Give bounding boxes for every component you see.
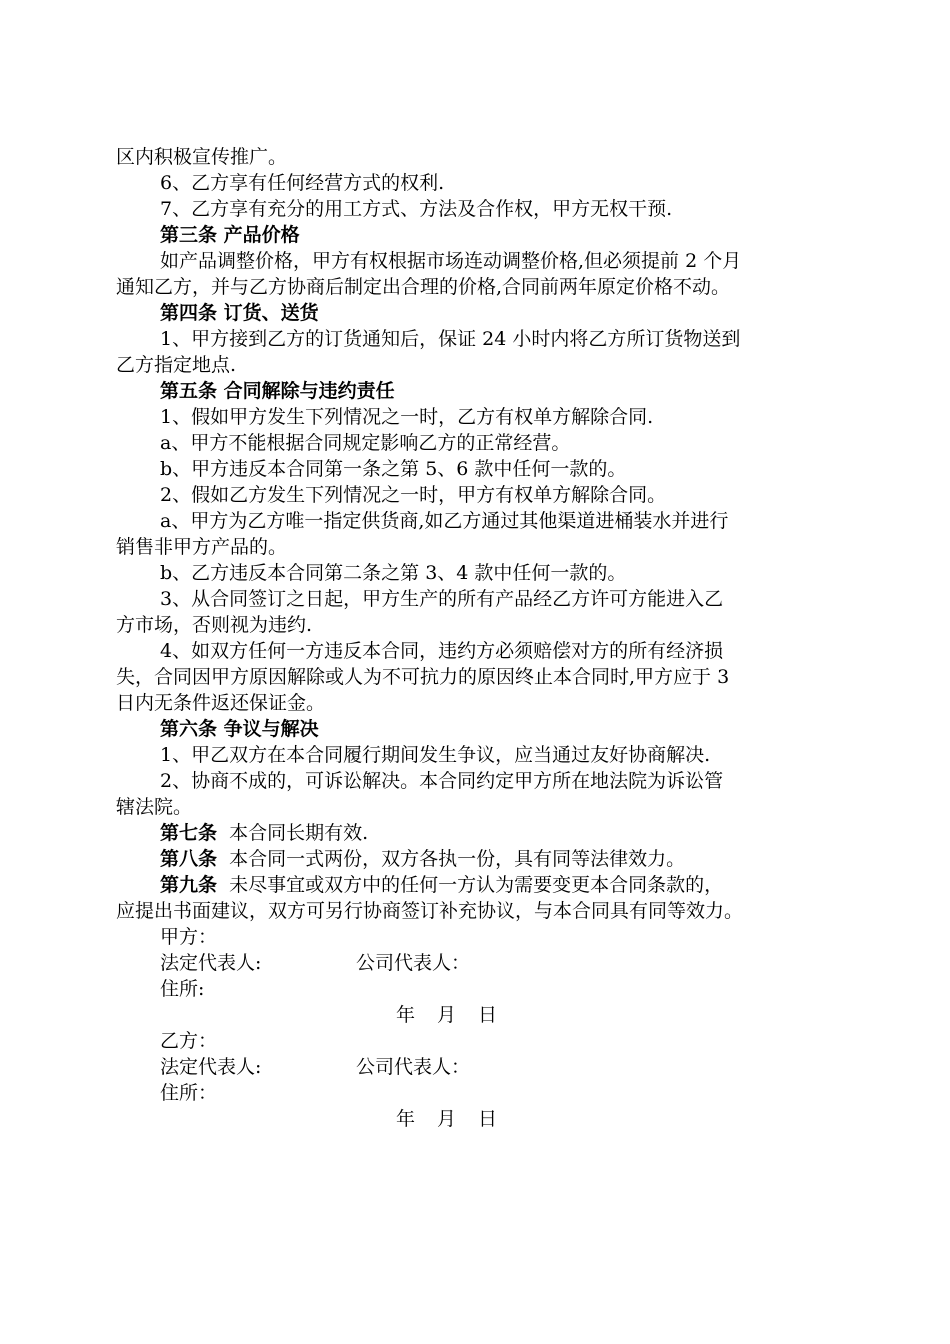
paragraph-line: 日内无条件返还保证金。	[116, 692, 326, 714]
article-7-line	[116, 820, 836, 846]
paragraph-line: b、乙方违反本合同第二条之第 3、4 款中任何一款的。	[160, 562, 627, 584]
paragraph-line: 区内积极宣传推广。	[116, 146, 288, 168]
year-label: 年	[396, 1108, 416, 1130]
article-5-heading: 第五条 合同解除与违约责任	[160, 380, 395, 402]
article-8-line	[116, 846, 836, 872]
paragraph-line: 6、乙方享有任何经营方式的权利.	[160, 172, 445, 194]
paragraph-line: 3、从合同签订之日起，甲方生产的所有产品经乙方许可方能进入乙	[160, 588, 724, 610]
address-a-label: 住所:	[160, 978, 205, 1000]
paragraph-line: 失，合同因甲方原因解除或人为不可抗力的原因终止本合同时,甲方应于 3	[116, 666, 730, 688]
article-7-text: 本合同长期有效.	[217, 822, 369, 844]
article-6-heading: 第六条 争议与解决	[160, 718, 319, 740]
article-3-heading: 第三条 产品价格	[160, 224, 300, 246]
legal-rep-a-label: 法定代表人:	[160, 952, 262, 974]
paragraph-line: 4、如双方任何一方违反本合同，违约方必须赔偿对方的所有经济损	[160, 640, 724, 662]
paragraph-line: 销售非甲方产品的。	[116, 536, 288, 558]
article-7-label: 第七条	[160, 822, 218, 844]
paragraph-line: 2、假如乙方发生下列情况之一时，甲方有权单方解除合同。	[160, 484, 667, 506]
article-8-text: 本合同一式两份，双方各执一份，具有同等法律效力。	[217, 848, 686, 870]
article-8-label: 第八条	[160, 848, 218, 870]
party-b-label: 乙方：	[160, 1030, 218, 1052]
month-label: 月	[437, 1108, 457, 1130]
date-line-b	[116, 1106, 836, 1132]
article-9-line	[116, 872, 836, 898]
year-label: 年	[396, 1004, 416, 1026]
paragraph-line: a、甲方不能根据合同规定影响乙方的正常经营。	[160, 432, 571, 454]
paragraph-line: 7、乙方享有充分的用工方式、方法及合作权，甲方无权干预.	[160, 198, 673, 220]
paragraph-line: 1、假如甲方发生下列情况之一时，乙方有权单方解除合同.	[160, 406, 654, 428]
date-line-a	[116, 1002, 836, 1028]
paragraph-line: 辖法院。	[116, 796, 193, 818]
paragraph-line: 乙方指定地点.	[116, 354, 237, 376]
paragraph-line: 应提出书面建议，双方可另行协商签订补充协议，与本合同具有同等效力。	[116, 900, 744, 922]
paragraph-line: 方市场，否则视为违约.	[116, 614, 313, 636]
party-b-representatives	[116, 1054, 836, 1080]
article-9-text: 未尽事宜或双方中的任何一方认为需要变更本合同条款的，	[217, 874, 724, 896]
company-rep-b-label: 公司代表人：	[356, 1056, 471, 1078]
legal-rep-b-label: 法定代表人:	[160, 1056, 262, 1078]
day-label: 日	[478, 1004, 498, 1026]
month-label: 月	[437, 1004, 457, 1026]
paragraph-line: b、甲方违反本合同第一条之第 5、6 款中任何一款的。	[160, 458, 627, 480]
party-a-representatives	[116, 950, 836, 976]
company-rep-a-label: 公司代表人：	[356, 952, 471, 974]
contract-body	[116, 144, 836, 1132]
paragraph-line: a、甲方为乙方唯一指定供货商,如乙方通过其他渠道进桶装水并进行	[160, 510, 729, 532]
paragraph-line: 通知乙方，并与乙方协商后制定出合理的价格,合同前两年原定价格不动。	[116, 276, 731, 298]
article-4-heading: 第四条 订货、送货	[160, 302, 319, 324]
day-label: 日	[478, 1108, 498, 1130]
article-9-label: 第九条	[160, 874, 218, 896]
paragraph-line: 2、协商不成的，可诉讼解决。本合同约定甲方所在地法院为诉讼管	[160, 770, 724, 792]
party-a-label: 甲方：	[160, 926, 218, 948]
paragraph-line: 1、甲乙双方在本合同履行期间发生争议，应当通过友好协商解决.	[160, 744, 711, 766]
paragraph-line: 如产品调整价格，甲方有权根据市场连动调整价格,但必须提前 2 个月	[160, 250, 742, 272]
address-b-label: 住所：	[160, 1082, 218, 1104]
paragraph-line: 1、甲方接到乙方的订货通知后，保证 24 小时内将乙方所订货物送到	[160, 328, 741, 350]
